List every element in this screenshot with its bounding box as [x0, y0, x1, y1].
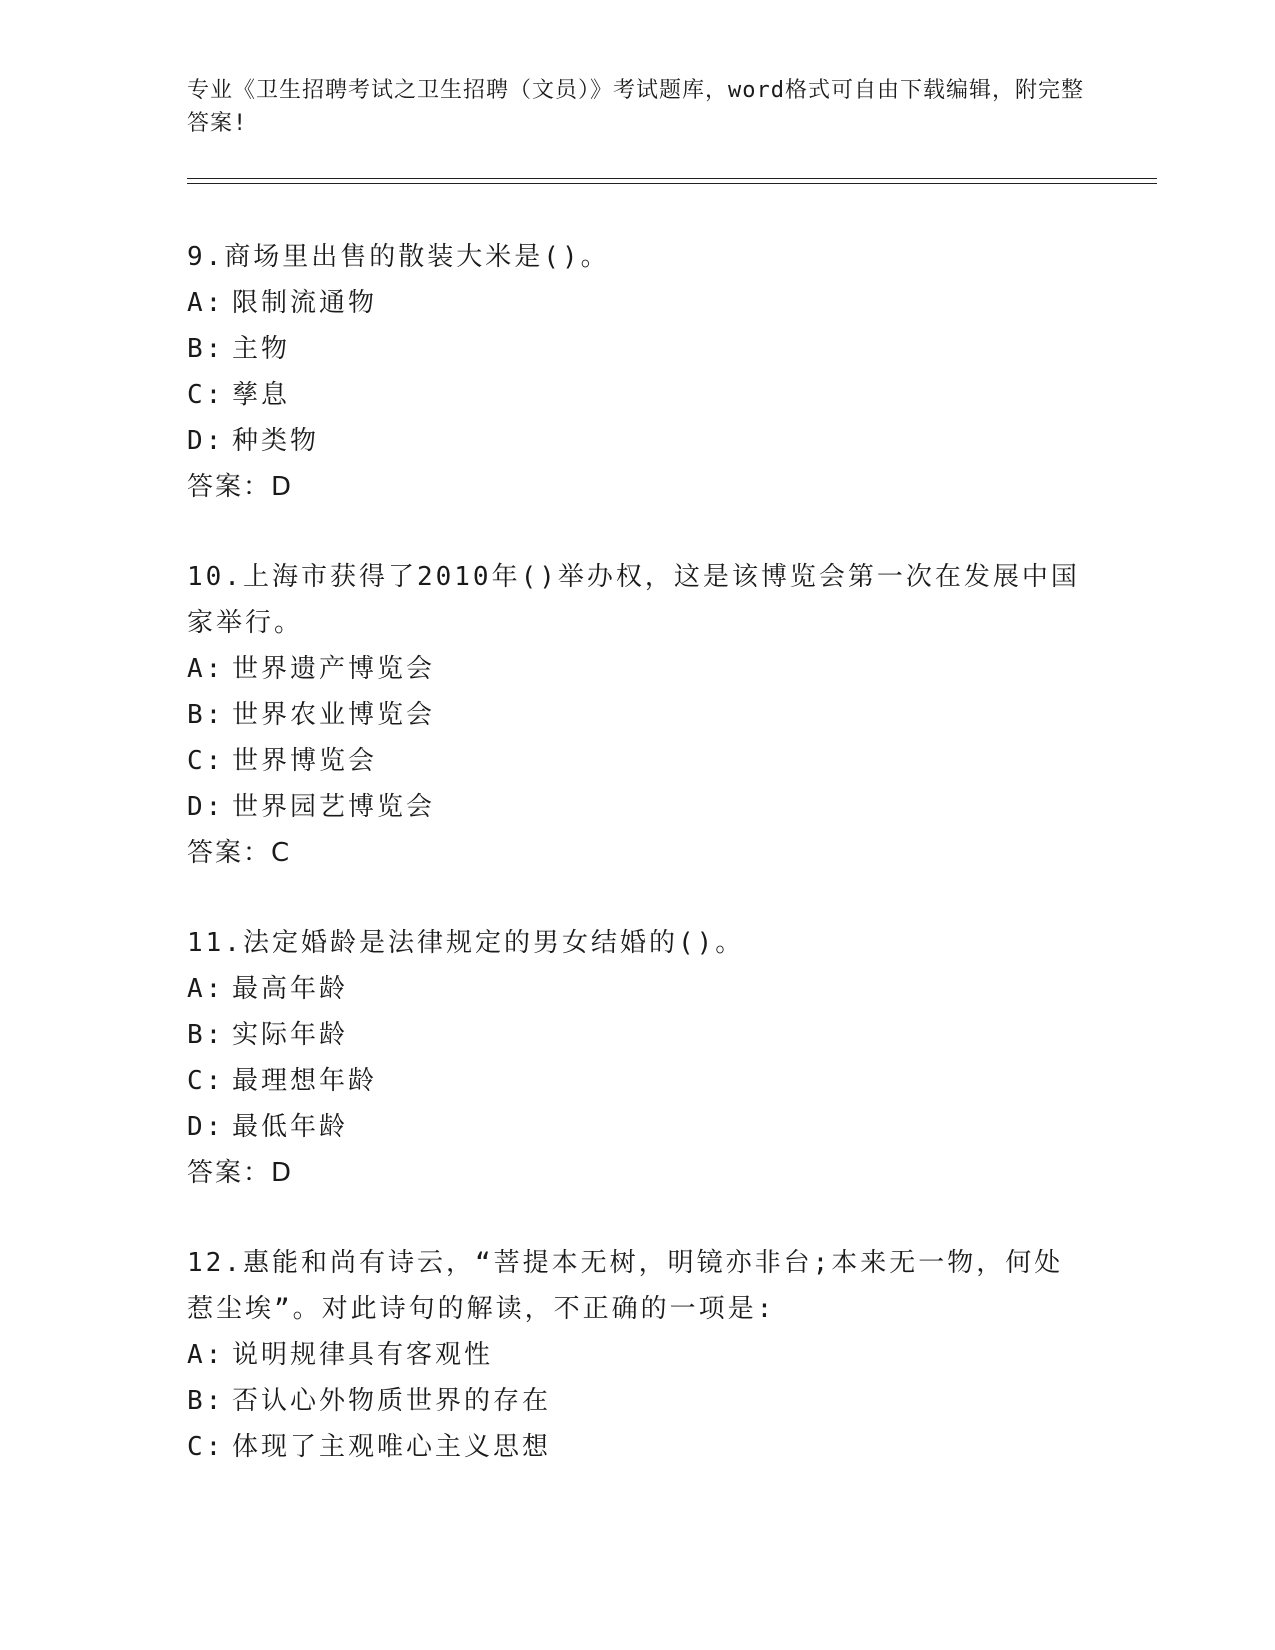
- option-letter: A:: [187, 1340, 225, 1370]
- option-letter: D:: [187, 792, 225, 822]
- document-header: 专业《卫生招聘考试之卫生招聘（文员）》考试题库，word格式可自由下载编辑，附完整答案!: [187, 78, 1084, 136]
- answer-option: [187, 1058, 1087, 1104]
- answer-option: [187, 1012, 1087, 1058]
- header-divider-bottom: [187, 183, 1157, 184]
- question-stem: 9.商场里出售的散装大米是()。: [187, 242, 610, 272]
- option-text: 否认心外物质世界的存在: [232, 1386, 552, 1416]
- option-letter: B:: [187, 1386, 225, 1416]
- answer-option: [187, 1378, 1087, 1424]
- option-letter: D:: [187, 426, 225, 456]
- option-letter: C:: [187, 1432, 225, 1462]
- answer-key: 答案：D: [187, 472, 294, 502]
- answer-option: [187, 966, 1087, 1012]
- option-letter: C:: [187, 380, 225, 410]
- option-letter: D:: [187, 1112, 225, 1142]
- question-block: [187, 920, 1087, 1196]
- option-letter: A:: [187, 288, 225, 318]
- option-text: 说明规律具有客观性: [232, 1340, 494, 1370]
- question-stem: 11.法定婚龄是法律规定的男女结婚的()。: [187, 928, 745, 958]
- option-letter: B:: [187, 700, 225, 730]
- answer-option: [187, 1104, 1087, 1150]
- answer-option: [187, 692, 1087, 738]
- answer-option: [187, 372, 1087, 418]
- answer-option: [187, 738, 1087, 784]
- option-letter: B:: [187, 1020, 225, 1050]
- option-text: 世界园艺博览会: [232, 792, 436, 822]
- option-text: 最高年龄: [232, 974, 349, 1004]
- question-stem: 12.惠能和尚有诗云，“菩提本无树，明镜亦非台;本来无一物，何处惹尘埃”。对此诗句的解读，不正确的一项是:: [187, 1248, 1064, 1324]
- option-text: 体现了主观唯心主义思想: [232, 1432, 552, 1462]
- option-text: 种类物: [232, 426, 320, 456]
- answer-key: 答案：C: [187, 838, 292, 868]
- question-block: [187, 554, 1087, 876]
- option-text: 主物: [232, 334, 291, 364]
- answer-key: 答案：D: [187, 1158, 294, 1188]
- option-text: 最理想年龄: [232, 1066, 378, 1096]
- option-text: 限制流通物: [232, 288, 378, 318]
- option-letter: A:: [187, 654, 225, 684]
- question-stem: 10.上海市获得了2010年()举办权，这是该博览会第一次在发展中国家举行。: [187, 562, 1080, 638]
- option-text: 世界博览会: [232, 746, 378, 776]
- answer-option: [187, 646, 1087, 692]
- answer-option: [187, 326, 1087, 372]
- answer-option: [187, 418, 1087, 464]
- option-letter: C:: [187, 1066, 225, 1096]
- option-letter: C:: [187, 746, 225, 776]
- answer-option: [187, 784, 1087, 830]
- question-block: [187, 234, 1087, 510]
- option-text: 最低年龄: [232, 1112, 349, 1142]
- option-letter: B:: [187, 334, 225, 364]
- option-text: 实际年龄: [232, 1020, 349, 1050]
- option-text: 世界遗产博览会: [232, 654, 436, 684]
- option-text: 孳息: [232, 380, 291, 410]
- question-list: [187, 234, 1087, 1514]
- answer-option: [187, 1424, 1087, 1470]
- question-block: [187, 1240, 1087, 1470]
- option-letter: A:: [187, 974, 225, 1004]
- answer-option: [187, 280, 1087, 326]
- header-divider-top: [187, 178, 1157, 179]
- answer-option: [187, 1332, 1087, 1378]
- option-text: 世界农业博览会: [232, 700, 436, 730]
